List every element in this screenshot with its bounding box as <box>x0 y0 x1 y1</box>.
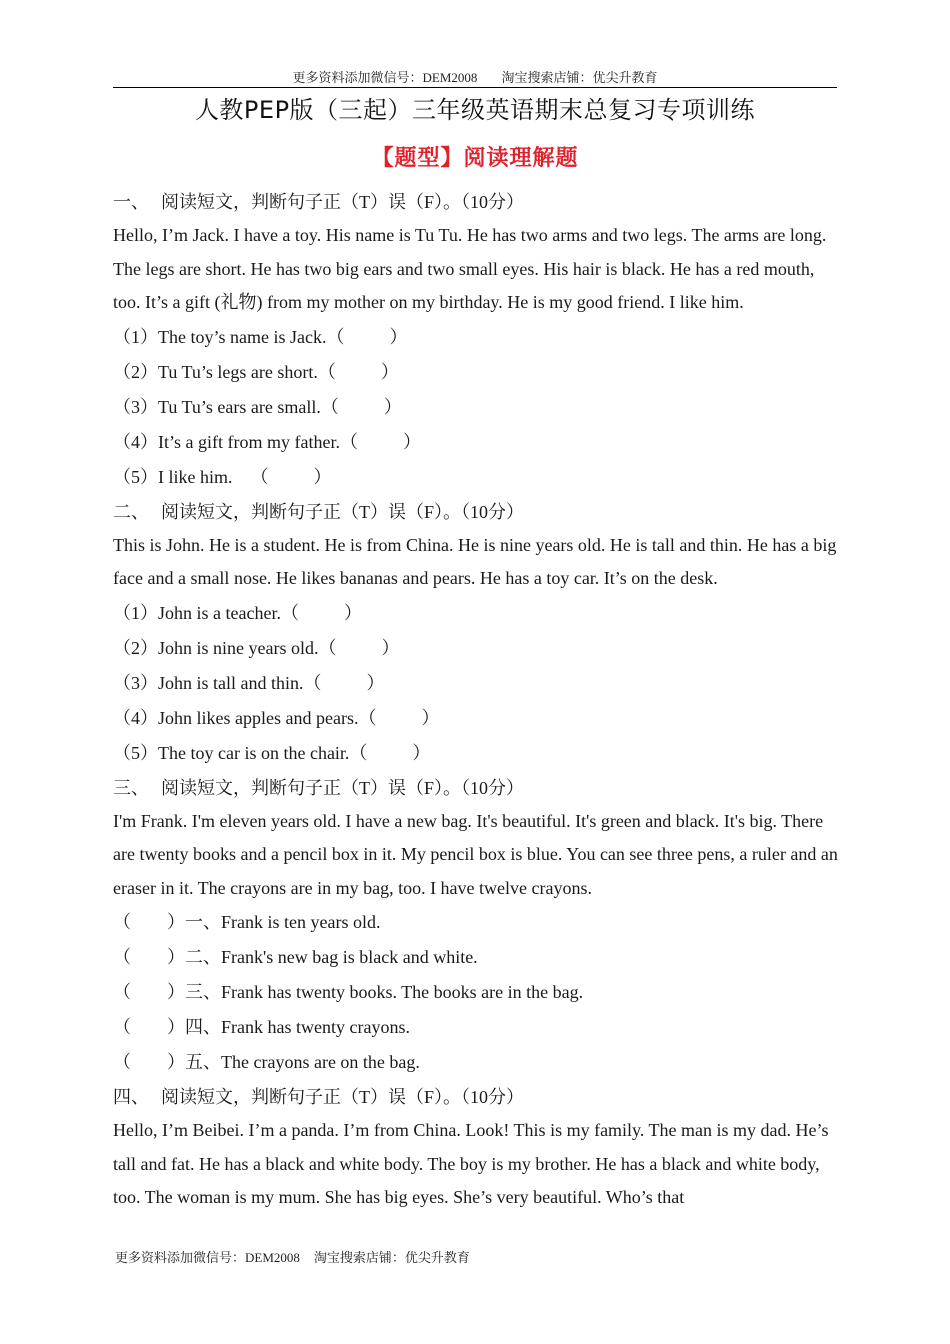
question-item: （4）John likes apples and pears.（ ） <box>113 707 440 728</box>
section-heading <box>113 495 839 529</box>
reading-passage: Hello, I’m Jack. I have a toy. His name is Tu Tu. He has two arms and two legs. The arms are long. The legs are short. He has two big ears and two small eyes. His hair is black. He has a red mouth, too. It’s a gift (礼物) from my mother on my birthday. He is my good friend. I like him. <box>113 225 827 312</box>
question-item: （ ）三、Frank has twenty books. The books are in the bag. <box>113 982 584 1002</box>
question-type-heading: 【题型】阅读理解题 <box>371 146 579 171</box>
header-wechat: 更多资料添加微信号：DEM2008 <box>292 70 478 85</box>
page-title: 人教PEP版（三起）三年级英语期末总复习专项训练 <box>194 96 756 124</box>
section-instruction: 阅读短文，判断句子正（T）误（F）。（10分） <box>161 1087 525 1107</box>
reading-passage: Hello, I’m Beibei. I’m a panda. I’m from China. Look! This is my family. The man is my dad. He’s tall and fat. He has a black and white body. The boy is my brother. He has a black and white body, too. The woman is my mum. She has big eyes. She’s very beautiful. Who’s that <box>113 1120 829 1207</box>
header-divider <box>113 87 837 88</box>
section-number: 三、 <box>113 777 149 798</box>
question-item: （1）John is a teacher.（ ） <box>113 602 362 623</box>
question-item: （5）The toy car is on the chair.（ ） <box>113 742 431 763</box>
footer-shop: 淘宝搜索店铺：优尖升教育 <box>313 1250 470 1265</box>
document-body <box>113 185 839 1215</box>
section-2 <box>113 495 839 771</box>
question-item: （4）It’s a gift from my father.（ ） <box>113 431 421 452</box>
section-number: 四、 <box>113 1087 149 1107</box>
question-item: （3）Tu Tu’s ears are small.（ ） <box>113 396 402 417</box>
page-footer <box>115 1247 470 1266</box>
question-item: （3）John is tall and thin.（ ） <box>113 672 385 693</box>
question-item: （2）Tu Tu’s legs are short.（ ） <box>113 361 399 382</box>
section-number: 二、 <box>113 501 149 522</box>
section-heading <box>113 185 839 219</box>
question-item: （ ）二、Frank's new bag is black and white. <box>113 947 478 967</box>
question-item: （ ）一、Frank is ten years old. <box>113 912 381 932</box>
question-item: （2）John is nine years old.（ ） <box>113 637 400 658</box>
question-item: （ ）五、The crayons are on the bag. <box>113 1052 420 1072</box>
section-3 <box>113 771 839 1081</box>
question-item: （1）The toy’s name is Jack.（ ） <box>113 326 408 347</box>
reading-passage: This is John. He is a student. He is from China. He is nine years old. He is tall and thin. He has a big face and a small nose. He likes bananas and pears. He has a toy car. It’s on the desk. <box>113 534 837 588</box>
section-instruction: 阅读短文，判断句子正（T）误（F）。（10分） <box>161 501 525 522</box>
page-header <box>0 67 950 86</box>
section-instruction: 阅读短文，判断句子正（T）误（F）。（10分） <box>161 777 525 798</box>
footer-wechat: 更多资料添加微信号：DEM2008 <box>115 1250 300 1265</box>
section-4 <box>113 1080 839 1215</box>
header-shop: 淘宝搜索店铺：优尖升教育 <box>501 70 658 85</box>
reading-passage: I'm Frank. I'm eleven years old. I have a new bag. It's beautiful. It's green and black. It's big. There are twenty books and a pencil box in it. My pencil box is blue. You can see three pens, a ruler and an eraser in it. The crayons are in my bag, too. I have twelve crayons. <box>113 810 838 898</box>
section-heading <box>113 771 839 805</box>
section-instruction: 阅读短文，判断句子正（T）误（F）。（10分） <box>161 192 525 212</box>
section-heading <box>113 1080 839 1114</box>
section-1 <box>113 185 839 495</box>
section-number: 一、 <box>113 192 149 212</box>
question-item: （ ）四、Frank has twenty crayons. <box>113 1017 410 1037</box>
question-item: （5）I like him. （ ） <box>113 466 332 487</box>
